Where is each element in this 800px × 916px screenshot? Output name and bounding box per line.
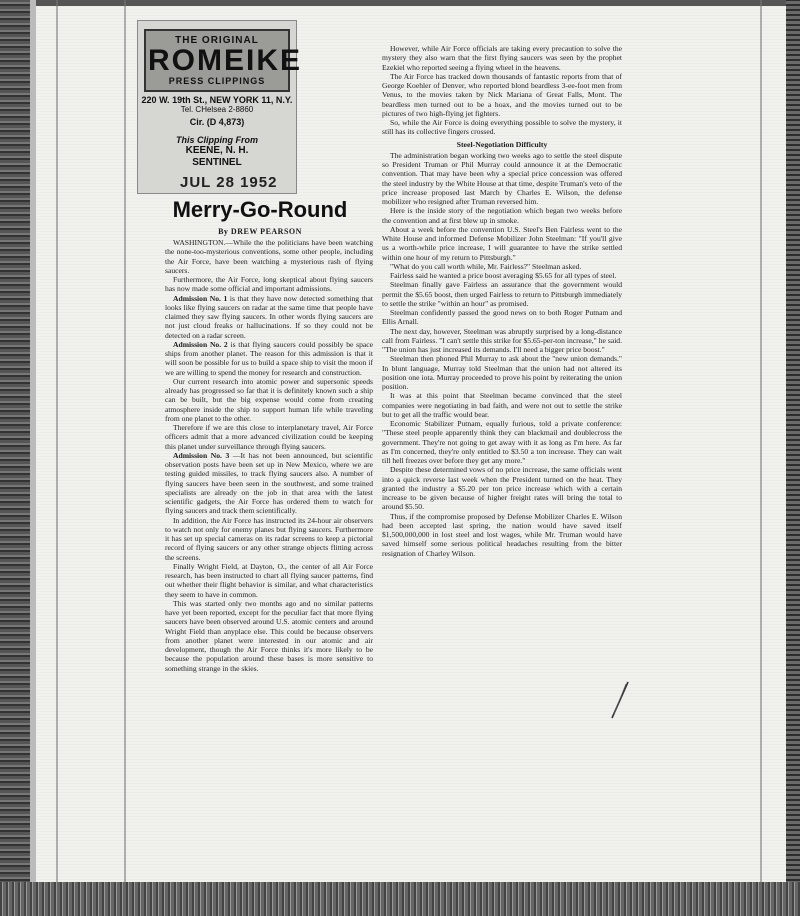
- article-paragraph: [165, 562, 373, 599]
- circulation: Cir. (D 4,873): [189, 117, 245, 127]
- section-subhead: Steel-Negotiation Difficulty: [456, 139, 548, 149]
- paragraph-text: Steelman confidently passed the good news on to both Roger Putnam and Ellis Arnall.: [382, 308, 622, 327]
- article-paragraph: [382, 72, 622, 118]
- paragraph-text: Finally Wright Field, at Dayton, O., the center of all Air Force research, has been instructed to chart all flying saucer patterns, find out whether their flight behavior is similar, and what characteristics they seem to have in common.: [165, 561, 373, 599]
- article-headline: Merry-Go-Round: [172, 197, 348, 222]
- article-paragraph: [165, 451, 373, 516]
- service-logo-name: ROMEIKE: [148, 44, 303, 77]
- right-column-top: [382, 44, 622, 137]
- right-column-bottom: [382, 151, 622, 558]
- paragraph-text: Thus, if the compromise proposed by Defense Mobilizer Charles E. Wilson had been accepted last spring, the nation would have saved itself $1,500,000,000 in lost steel and lost wages, while Mr. Truman would have saved himself some serious political headaches resulting from the bitter resignation of Charley Wilson.: [382, 511, 622, 558]
- article-paragraph: [165, 340, 373, 377]
- newspaper-name: SENTINEL: [192, 157, 242, 168]
- paragraph-text: About a week before the convention U.S. Steel's Ben Fairless went to the White House and informed Defense Mobilizer John Steelman: "If you'll give us a worth-while price increase, I will guarantee to have the strike settled within one hour of my return to Pittsburgh.": [382, 224, 622, 262]
- scan-rule-line: [124, 0, 126, 882]
- article-paragraph: [382, 262, 622, 271]
- paragraph-text: —It has not been announced, but scientific observation posts have been set up in New Mexico, where we are testing guided missiles, to track flying saucers also. A number of flying saucers have been seen in the southwest, and some trained specialists are already on the job in that area with the latest scientific gadgets, the Air Force has ordered them to watch for flying saucers and track them scientifically.: [165, 450, 373, 516]
- article-paragraph: [165, 599, 373, 673]
- article-paragraph: [382, 44, 622, 72]
- article-paragraph: [165, 275, 373, 294]
- scan-edge-left-margin: [30, 0, 36, 916]
- article-paragraph: [382, 118, 622, 137]
- paragraph-lead-in: Admission No. 3: [173, 450, 230, 460]
- paragraph-text: Economic Stabilizer Putnam, equally furious, told a private conference: "These steel people apparently think they can blackmail and doublecross the government. They're not going to get away with it as long as I'm here. As far as I'm concerned, they're only entitled to $3.50 a ton increase. They can wait till hell freezes over before they get any more.": [382, 419, 622, 465]
- paragraph-text: This was started only two months ago and no similar patterns have yet been reported, except for the peculiar fact that more flying saucers have been observed around U.S. atomic centers and around Wright Field than anyplace else. This could be because observers from another planet were interested in our atomic and air development, though the Air Force thinks it's more likely to be because the population around these bases is more sensitive to something strange in the skies.: [165, 598, 373, 673]
- article-paragraph: [382, 151, 622, 207]
- newspaper-city: KEENE, N. H.: [185, 145, 249, 156]
- article-paragraph: [382, 327, 622, 355]
- article-paragraph: [165, 516, 373, 562]
- scan-edge-bottom: [0, 882, 800, 916]
- paragraph-text: Steelman finally gave Fairless an assurance that the government would permit the $5.65 boost, then urged Fairless to return to Pittsburgh immediately to settle the strike "within an hour" as promised.: [382, 280, 622, 308]
- paragraph-text: So, while the Air Force is doing everything possible to solve the mystery, it still has its collective fingers crossed.: [382, 118, 622, 137]
- article-paragraph: [165, 238, 373, 275]
- paragraph-text: The next day, however, Steelman was abruptly surprised by a long-distance call from Fairless. "I can't settle this strike for $5.65-per-ton increase," he said. "The union has just increased its demands. I'll need a bigger price boost.": [382, 326, 622, 354]
- paragraph-text: Our current research into atomic power and supersonic speeds already has progressed so far that it is definitely known such a ship can be built, but the big expense would come from creating atmosphere inside the ship to support human life while traveling from one planet to the other.: [165, 376, 373, 423]
- paragraph-text: Fairless said he wanted a price boost averaging $5.65 for all types of steel.: [390, 271, 617, 280]
- article-paragraph: [382, 206, 622, 225]
- article-column-right: [382, 44, 622, 558]
- paragraph-text: It was at this point that Steelman became convinced that the steel companies were negotiating in bad faith, and were not out to settle the strike but to get all the traffic would bear.: [382, 391, 622, 419]
- paragraph-text: Furthermore, the Air Force, long skeptical about flying saucers has now made some official and important admissions.: [165, 275, 373, 294]
- paragraph-text: Steelman then phoned Phil Murray to ask about the "new union demands." In blunt language, Murray told Steelman that the union had not altered its position one iota. Murray proceeded to prove his point by reiterating the union position.: [382, 354, 622, 391]
- service-telephone: Tel. CHelsea 2-8860: [180, 105, 254, 114]
- paragraph-text: The Air Force has tracked down thousands of fantastic reports from that of George Koehler of Denver, who reported blond beardless 3-ee-foot men from Venus, to the movies taken by Nick Mariana of Great Falls, Mont. The beardless men turned out to be a hoax, and the movies turned out to be pictures of two high-flying jet fighters.: [382, 71, 622, 118]
- paragraph-text: is that they have now detected something that looks like flying saucers on radar at the same time that people have claimed they saw flying saucers. In other words flying saucers are not just cloud freaks or hallucinations. If so they could not be detected on a radar screen.: [165, 293, 373, 340]
- service-logo: [144, 29, 303, 92]
- article-column-left: [165, 238, 373, 673]
- paragraph-text: Therefore if we are this close to interplanetary travel, Air Force officers admit that a more advanced civilization could be keeping this planet under surveillance through flying saucers.: [165, 423, 373, 451]
- article-paragraph: [382, 419, 622, 465]
- article-byline: By DREW PEARSON: [218, 227, 302, 236]
- scan-edge-top: [0, 0, 800, 6]
- article-paragraph: [382, 354, 622, 391]
- date-stamp: JUL 28 1952: [180, 174, 278, 191]
- article-paragraph: [165, 294, 373, 340]
- scan-edge-right: [786, 0, 800, 916]
- scan-rule-line: [56, 0, 58, 882]
- paragraph-text: Despite these determined vows of no price increase, the same officials went into a quick reverse last week when the President turned on the heat. They granted the industry a $5.20 per ton price increase which with a certain increase to be given because of higher freight rates will bring the total to around $5.50.: [382, 465, 622, 512]
- service-address: 220 W. 19th St., NEW YORK 11, N.Y.: [141, 95, 293, 105]
- paragraph-text: Here is the inside story of the negotiation which began two weeks before the convention and at first blew up in smoke.: [382, 206, 622, 225]
- paragraph-text: The administration began working two weeks ago to settle the steel dispute so President Truman or Phil Murray could announce it at the Democratic convention. That may have been why a special price concession was offered the steel industry by the White House at that time, despite Truman's veto of the price increase proposed last March by Charles E. Wilson, the defense mobilizer who resigned after Truman reversed him.: [382, 150, 622, 206]
- article-paragraph: [382, 512, 622, 558]
- article-paragraph: [382, 465, 622, 511]
- paragraph-text: However, while Air Force officials are taking every precaution to solve the mystery they also warn that the first flying saucers was seen by the prophet Ezekiel who reported seeing a flying wheel in the heavens.: [382, 44, 622, 72]
- article-paragraph: [382, 271, 622, 280]
- service-logo-the: THE ORIGINAL: [175, 35, 259, 46]
- article-paragraph: [382, 391, 622, 419]
- article-paragraph: [382, 308, 622, 327]
- article-paragraph: [165, 423, 373, 451]
- article-paragraph: [165, 377, 373, 423]
- paragraph-text: WASHINGTON.—While the the politicians have been watching the none-too-mysterious conventions, some other people, including the Air Force, have been watching a mysterious rash of flying saucers.: [165, 238, 373, 275]
- paragraph-lead-in: Admission No. 1: [173, 293, 228, 303]
- scan-rule-line: [760, 0, 762, 882]
- article-paragraph: [382, 225, 622, 262]
- service-logo-subtitle: PRESS CLIPPINGS: [168, 76, 266, 86]
- paragraph-text: is that flying saucers could possibly be space ships from another planet. The reason for this admission is that it will soon be possible for us to build a space ship to visit the moon if we are willing to spend the money for research and construction.: [165, 339, 373, 377]
- paragraph-lead-in: Admission No. 2: [173, 339, 228, 349]
- article-paragraph: [382, 280, 622, 308]
- paragraph-text: In addition, the Air Force has instructed its 24-hour air observers to watch not only for enemy planes but flying saucers. Furthermore it has set up special cameras on its radar screens to keep a pictorial record of flying saucers or any other strange objects flitting across the screens.: [165, 515, 373, 562]
- scan-edge-left: [0, 0, 30, 916]
- pencil-mark-icon: [608, 680, 630, 720]
- clipping-from-label: This Clipping From: [176, 135, 258, 145]
- clipping-service-label: [137, 20, 303, 194]
- paragraph-text: "What do you call worth while, Mr. Fairless?" Steelman asked.: [390, 261, 582, 271]
